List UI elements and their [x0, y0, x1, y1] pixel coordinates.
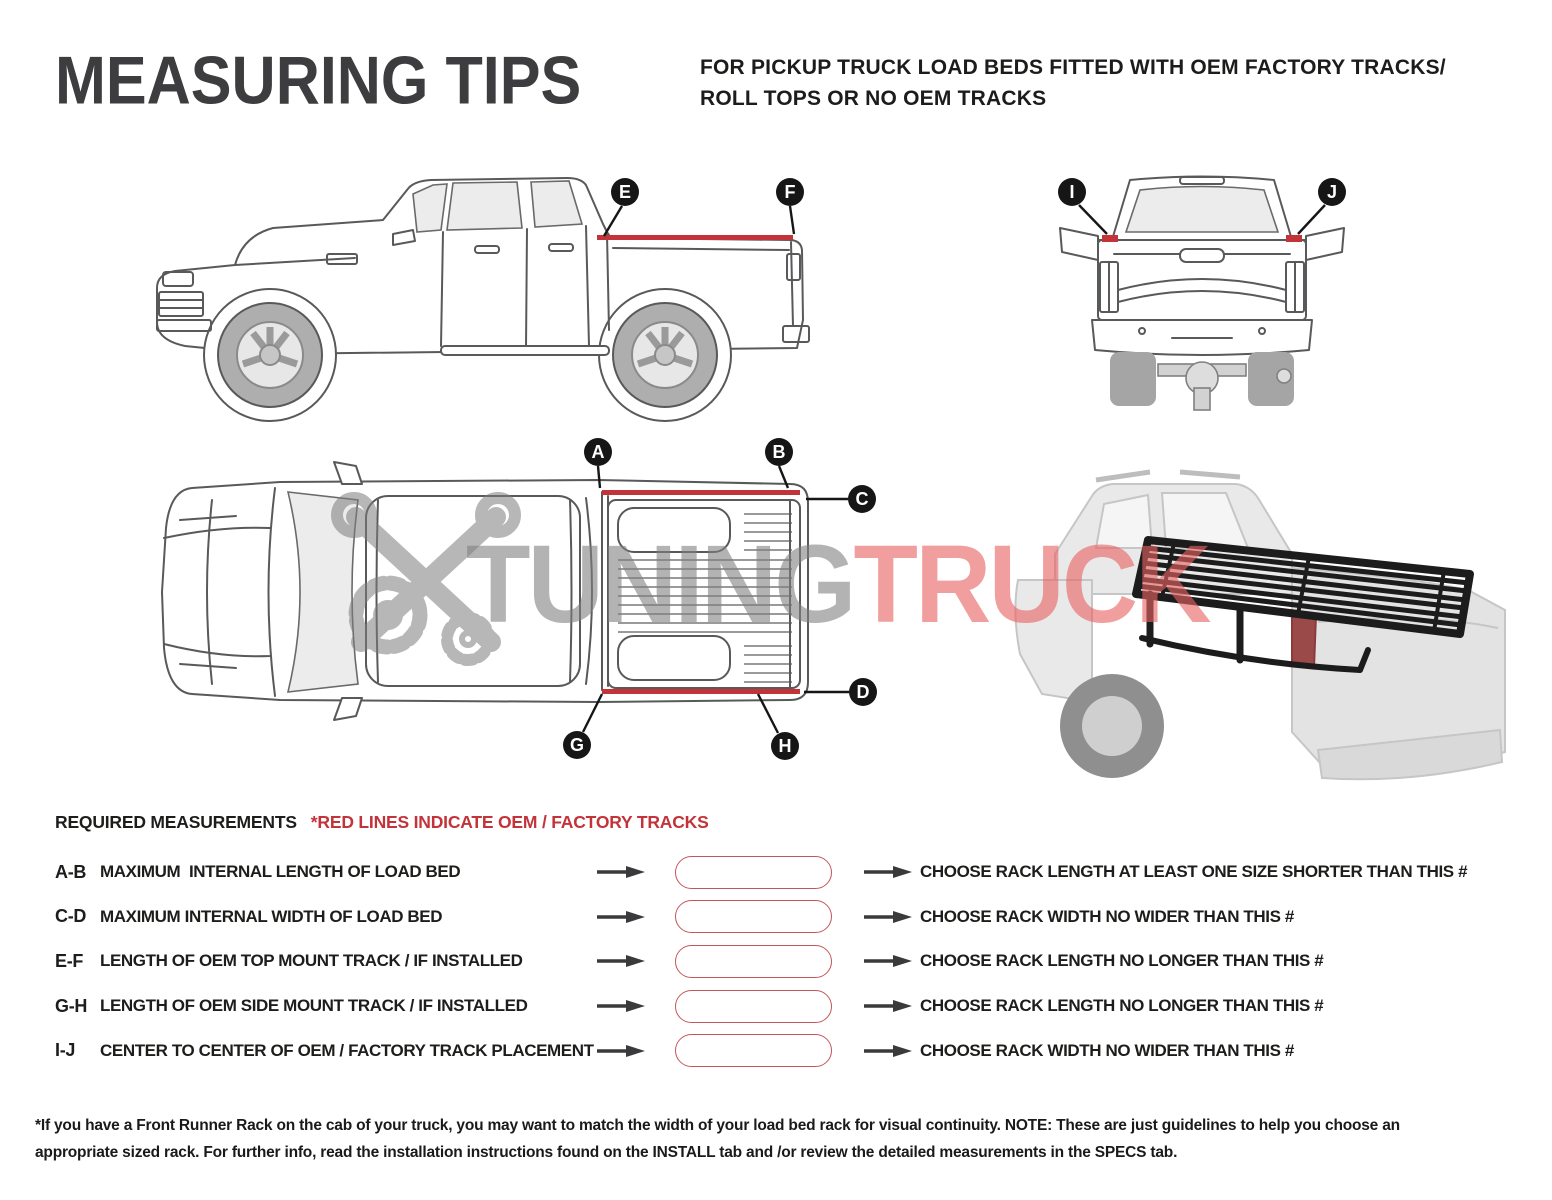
arrow-right-icon	[597, 1044, 675, 1058]
rack-guidance: CHOOSE RACK WIDTH NO WIDER THAN THIS #	[920, 1040, 1294, 1060]
measurement-id: E-F	[55, 950, 84, 971]
arrow-right-icon	[597, 865, 675, 879]
arrow-right-icon	[864, 954, 920, 968]
rack-guidance: CHOOSE RACK LENGTH NO LONGER THAN THIS #	[920, 996, 1324, 1016]
measurement-description: CENTER TO CENTER OF OEM / FACTORY TRACK PLACEMENT	[100, 1040, 594, 1060]
measurement-value-field[interactable]	[675, 856, 832, 889]
measurement-value-field[interactable]	[675, 1034, 832, 1067]
page-subtitle: FOR PICKUP TRUCK LOAD BEDS FITTED WITH OEM FACTORY TRACKS/ ROLL TOPS OR NO OEM TRACKS	[700, 56, 1446, 110]
footnote-text: *If you have a Front Runner Rack on the cab of your truck, you may want to match the width of your load bed rack for visual continuity. NOTE: These are just guidelines to help you choose an appropriate sized rack. For further info, read the installation instructions found on the INSTALL tab and /or review the detailed measurements in the SPECS tab.	[35, 1117, 1400, 1161]
rack-guidance: CHOOSE RACK LENGTH NO LONGER THAN THIS #	[920, 951, 1324, 971]
marker-f	[776, 178, 804, 234]
oem-top-track-red-line	[597, 235, 793, 240]
marker-b	[765, 438, 793, 488]
arrow-right-icon	[864, 865, 920, 879]
svg-text:B: B	[772, 442, 786, 462]
svg-text:I: I	[1069, 182, 1075, 202]
red-lines-note: *RED LINES INDICATE OEM / FACTORY TRACKS	[310, 812, 709, 832]
svg-text:F: F	[784, 182, 796, 202]
arrow-right-icon	[864, 1044, 920, 1058]
oem-track-red-line-top	[602, 490, 800, 495]
measurement-id: C-D	[55, 906, 87, 927]
watermark-text-gray: TUNING	[466, 523, 854, 646]
marker-d	[804, 678, 877, 706]
svg-text:A: A	[591, 442, 605, 462]
measurement-rows	[55, 850, 1467, 1073]
svg-text:D: D	[856, 682, 870, 702]
measurement-value-field[interactable]	[675, 900, 832, 933]
truck-side-view-diagram	[145, 170, 835, 432]
measurement-description: MAXIMUM INTERNAL LENGTH OF LOAD BED	[100, 862, 461, 882]
marker-h	[758, 694, 799, 760]
marker-g	[563, 694, 602, 759]
page-title: MEASURING TIPS	[55, 43, 582, 119]
oem-track-red-line-bottom	[602, 689, 800, 694]
svg-text:J: J	[1326, 182, 1338, 202]
rack-guidance: CHOOSE RACK WIDTH NO WIDER THAN THIS #	[920, 906, 1294, 926]
marker-j	[1298, 178, 1346, 234]
measurement-description: LENGTH OF OEM TOP MOUNT TRACK / IF INSTALLED	[100, 951, 523, 971]
rack-guidance: CHOOSE RACK LENGTH AT LEAST ONE SIZE SHORTER THAN THIS #	[920, 862, 1468, 882]
load-bed-rack-product-image	[1000, 462, 1525, 792]
measurement-id: A-B	[55, 861, 87, 882]
watermark-text-red: TRUCK	[853, 523, 1209, 646]
arrow-right-icon	[597, 999, 675, 1013]
arrow-right-icon	[864, 910, 920, 924]
svg-text:E: E	[618, 182, 632, 202]
measurement-value-field[interactable]	[675, 945, 832, 978]
measurement-description: LENGTH OF OEM SIDE MOUNT TRACK / IF INSTALLED	[100, 996, 528, 1016]
marker-i	[1058, 178, 1107, 234]
measurement-description: MAXIMUM INTERNAL WIDTH OF LOAD BED	[100, 906, 443, 926]
measurement-id: G-H	[55, 995, 88, 1016]
arrow-right-icon	[597, 954, 675, 968]
svg-text:H: H	[778, 736, 792, 756]
svg-text:G: G	[569, 735, 585, 755]
required-measurements-label: REQUIRED MEASUREMENTS	[55, 812, 297, 832]
arrow-right-icon	[597, 910, 675, 924]
marker-c	[806, 485, 876, 513]
measurement-value-field[interactable]	[675, 990, 832, 1023]
factory-track-right-red-mark	[1286, 235, 1302, 242]
measurement-id: I-J	[55, 1040, 76, 1061]
truck-top-view-diagram	[150, 430, 940, 788]
factory-track-left-red-mark	[1102, 235, 1118, 242]
marker-e	[604, 178, 639, 236]
arrow-right-icon	[864, 999, 920, 1013]
svg-text:C: C	[855, 489, 869, 509]
required-measurements-heading	[55, 812, 709, 833]
truck-rear-view-diagram	[1052, 170, 1352, 422]
